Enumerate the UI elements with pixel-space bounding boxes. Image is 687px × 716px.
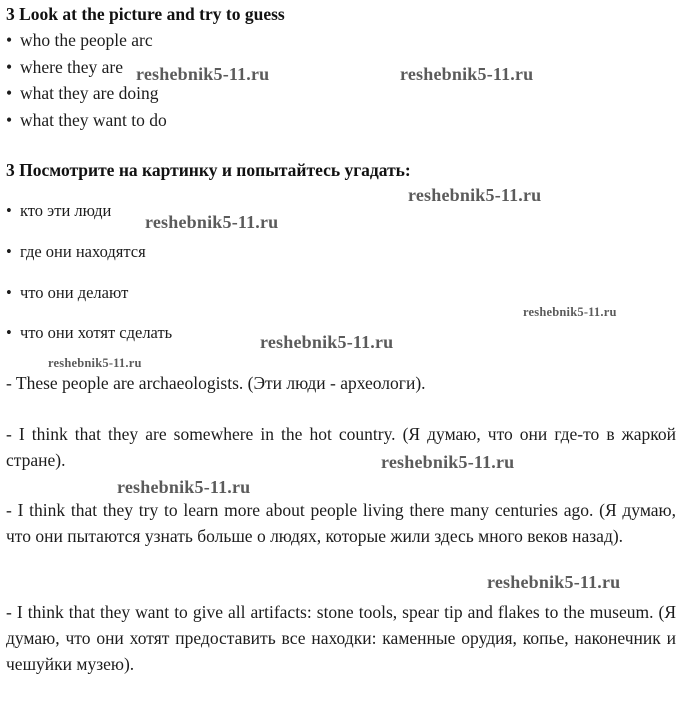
answer-paragraph: - These people are archaeologists. (Эти люди - археологи). <box>6 373 426 393</box>
task-heading-ru: 3 Посмотрите на картинку и попытайтесь угадать: <box>6 160 411 180</box>
bullet-icon: • <box>6 283 12 302</box>
watermark-text: reshebnik5-11.ru <box>145 212 279 232</box>
watermark-text: reshebnik5-11.ru <box>136 64 270 84</box>
bullet-icon: • <box>6 110 13 130</box>
list-item-text: кто эти люди <box>20 201 112 220</box>
list-item <box>6 242 146 262</box>
watermark-text: reshebnik5-11.ru <box>523 305 617 319</box>
bullet-icon: • <box>6 242 12 261</box>
list-item-text: где они находятся <box>20 242 146 261</box>
watermark-text: reshebnik5-11.ru <box>487 572 621 592</box>
watermark-text: reshebnik5-11.ru <box>381 452 515 472</box>
list-item <box>6 283 128 303</box>
bullet-icon: • <box>6 201 12 220</box>
list-item-text: who the people arc <box>20 30 153 50</box>
list-item <box>6 30 153 50</box>
list-item <box>6 83 159 103</box>
list-item <box>6 323 172 343</box>
bullet-icon: • <box>6 83 13 103</box>
bullet-icon: • <box>6 57 13 77</box>
list-item <box>6 110 167 130</box>
answer-paragraph: - I think that they want to give all artifacts: stone tools, spear tip and flakes to the museum. (Я думаю, что они хотят предоставить все находки: каменные орудия, копье, наконечник и чешуйки музею). <box>6 602 676 674</box>
answer-paragraph: - I think that they try to learn more about people living there many centuries ago. (Я думаю, что они пытаются узнать больше о людях, которые жили здесь много веков назад). <box>6 500 676 546</box>
list-item-text: where they are <box>20 57 123 77</box>
bullet-icon: • <box>6 30 13 50</box>
answer-paragraph: - I think that they are somewhere in the hot country. (Я думаю, что они где-то в жаркой стране). <box>6 424 676 470</box>
watermark-text: reshebnik5-11.ru <box>260 332 394 352</box>
list-item-text: what they want to do <box>20 110 167 130</box>
list-item-text: что они делают <box>20 283 129 302</box>
bullet-icon: • <box>6 323 12 342</box>
list-item-text: что они хотят сделать <box>20 323 173 342</box>
list-item <box>6 201 111 221</box>
watermark-text: reshebnik5-11.ru <box>400 64 534 84</box>
watermark-text: reshebnik5-11.ru <box>48 356 142 370</box>
list-item <box>6 57 123 77</box>
task-heading-en: 3 Look at the picture and try to guess <box>6 4 285 24</box>
list-item-text: what they are doing <box>20 83 159 103</box>
watermark-text: reshebnik5-11.ru <box>408 185 542 205</box>
watermark-text: reshebnik5-11.ru <box>117 477 251 497</box>
